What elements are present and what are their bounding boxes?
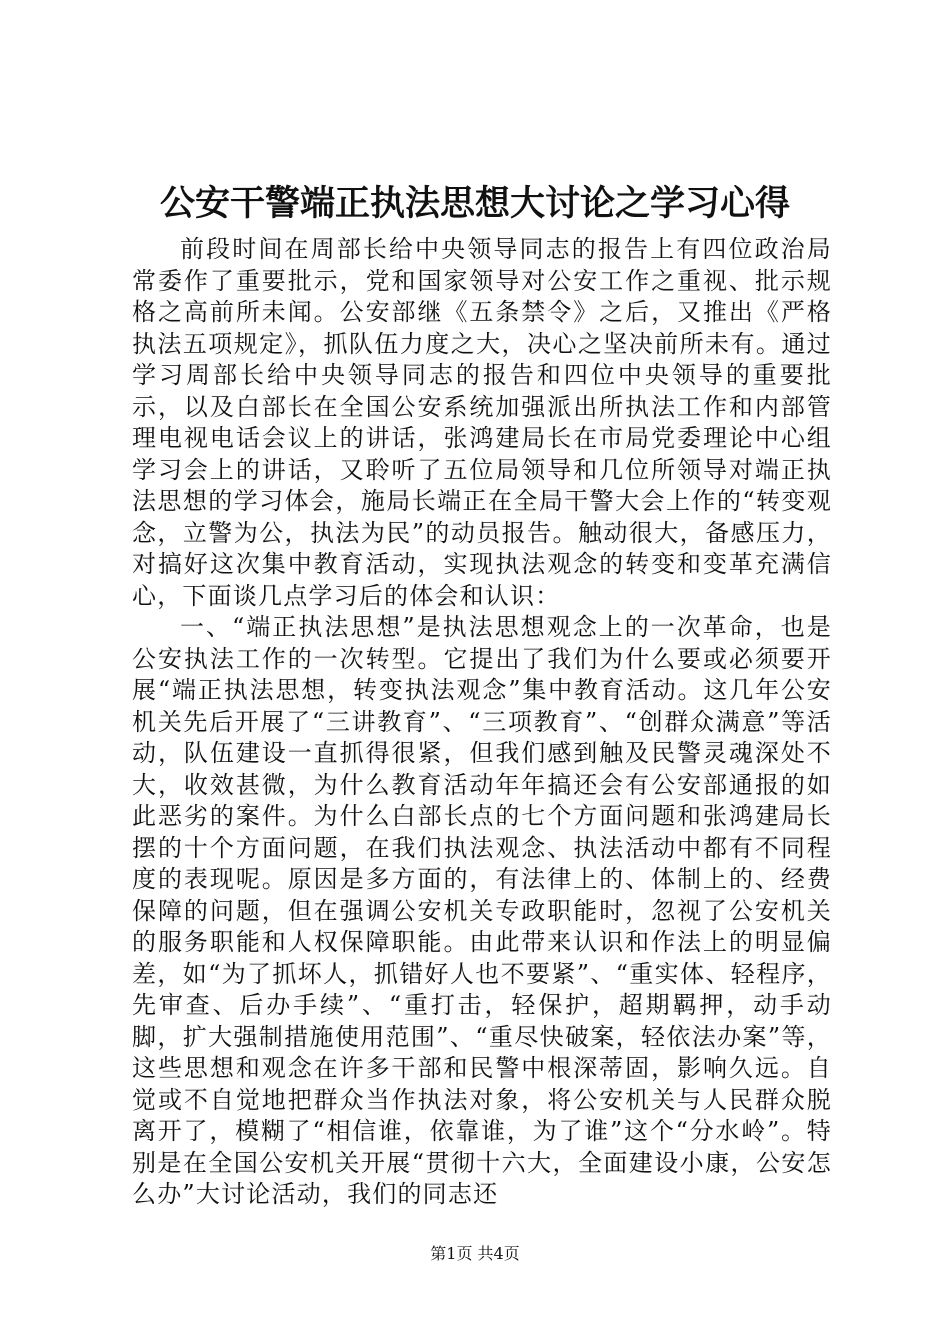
document-body: [132, 234, 832, 1211]
paragraph-1: 前段时间在周部长给中央领导同志的报告上有四位政治局常委作了重要批示，党和国家领导对公安工作之重视、批示规格之高前所未闻。公安部继《五条禁令》之后，又推出《严格执法五项规定》，抓队伍力度之大，决心之坚决前所未有。通过学习周部长给中央领导同志的报告和四位中央领导的重要批示，以及白部长在全国公安系统加强派出所执法工作和内部管理电视电话会议上的讲话，张鸿建局长在市局党委理论中心组学习会上的讲话，又聆听了五位局领导和几位所领导对端正执法思想的学习体会，施局长端正在全局干警大会上作的“转变观念，立警为公，执法为民”的动员报告。触动很大，备感压力，对搞好这次集中教育活动，实现执法观念的转变和变革充满信心，下面谈几点学习后的体会和认识：: [132, 235, 832, 610]
paragraph-2: 一、“端正执法思想”是执法思想观念上的一次革命，也是公安执法工作的一次转型。它提出了我们为什么要或必须要开展“端正执法思想，转变执法观念”集中教育活动。这几年公安机关先后开展了“三讲教育”、“三项教育”、“创群众满意”等活动，队伍建设一直抓得很紧，但我们感到触及民警灵魂深处不大，收效甚微，为什么教育活动年年搞还会有公安部通报的如此恶劣的案件。为什么白部长点的七个方面问题和张鸿建局长摆的十个方面问题，在我们执法观念、执法活动中都有不同程度的表现呢。原因是多方面的，有法律上的、体制上的、经费保障的问题，但在强调公安机关专政职能时，忽视了公安机关的服务职能和人权保障职能。由此带来认识和作法上的明显偏差，如“为了抓坏人，抓错好人也不要紧”、“重实体、轻程序，先审查、后办手续”、“重打击，轻保护，超期羁押，动手动脚，扩大强制措施使用范围”、“重尽快破案，轻依法办案”等，这些思想和观念在许多干部和民警中根深蒂固，影响久远。自觉或不自觉地把群众当作执法对象，将公安机关与人民群众脱离开了，模糊了“相信谁，依靠谁，为了谁”这个“分水岭”。特别是在全国公安机关开展“贯彻十六大，全面建设小康，公安怎么办”大讨论活动，我们的同志还: [132, 613, 832, 1208]
document-title: 公安干警端正执法思想大讨论之学习心得: [159, 183, 790, 224]
page-number-footer: 第1页 共4页: [430, 1244, 520, 1263]
